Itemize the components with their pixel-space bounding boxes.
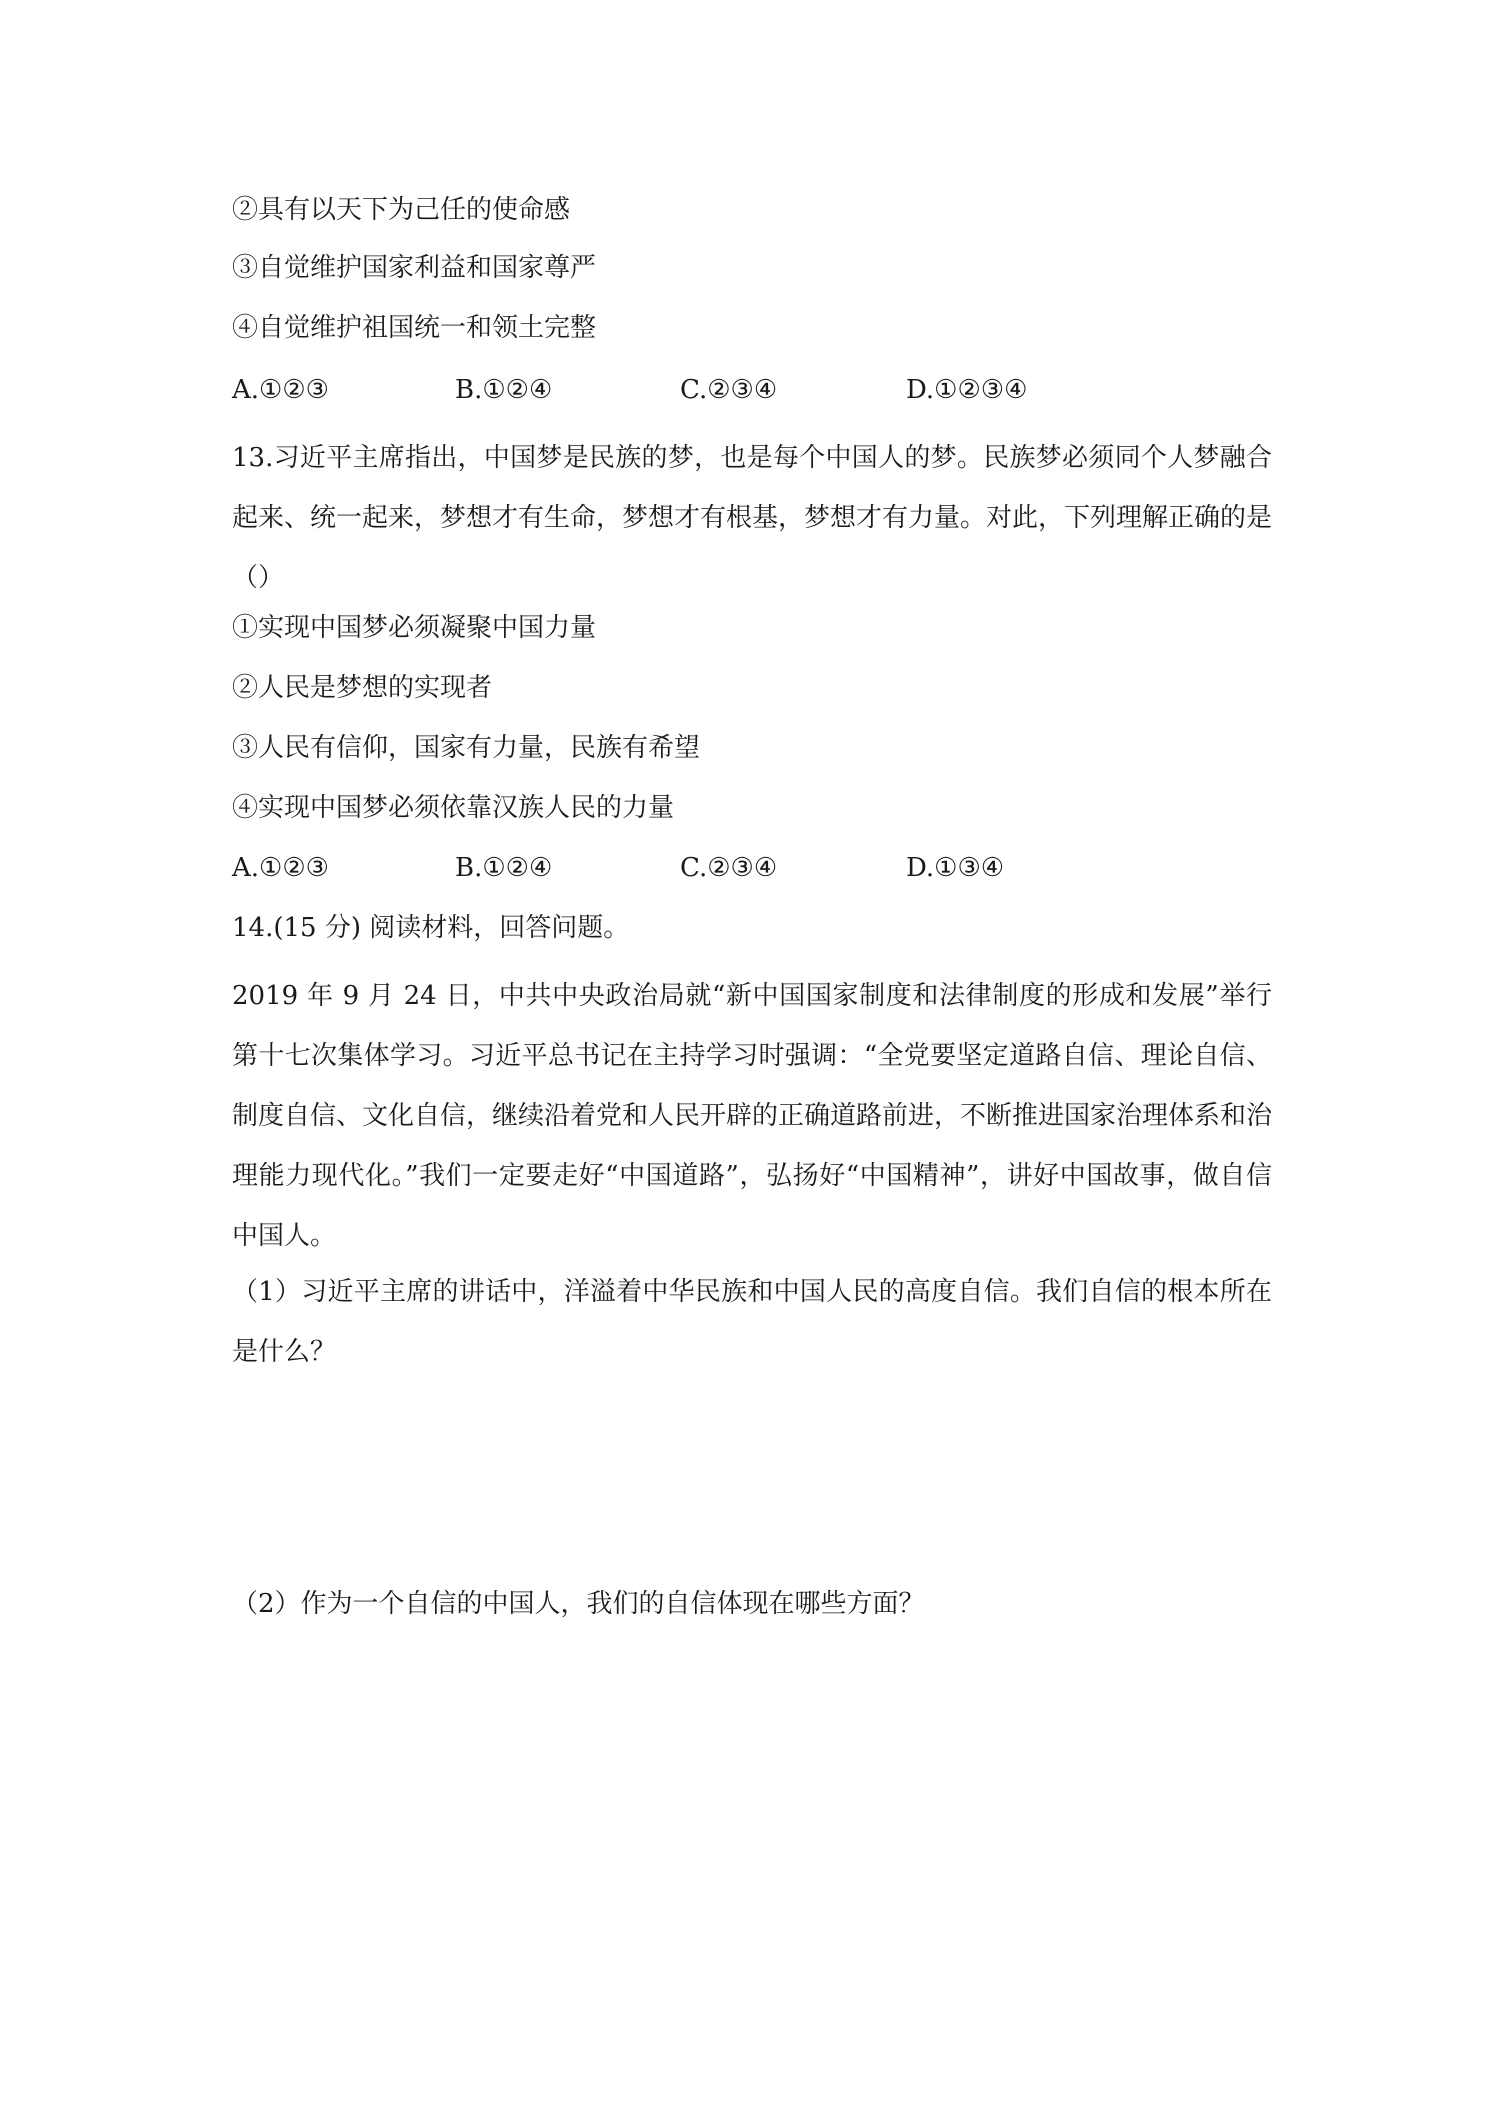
- q14-subquestion-1: （1）习近平主席的讲话中，洋溢着中华民族和中国人民的高度自信。我们自信的根本所在是什么？: [232, 1277, 1272, 1367]
- q13-item-2: ②人民是梦想的实现者: [232, 673, 493, 703]
- q14-material: 2019 年 9 月 24 日，中共中央政治局就“新中国国家制度和法律制度的形成和发展”举行第十七次集体学习。习近平总书记在主持学习时强调：“全党要坚定道路自信、理论自信、制度自信、文化自信，继续沿着党和人民开辟的正确道路前进，不断推进国家治理体系和治理能力现代化。”我们一定要走好“中国道路”，弘扬好“中国精神”，讲好中国故事，做自信中国人。: [232, 981, 1273, 1251]
- q13-item-4: ④实现中国梦必须依靠汉族人民的力量: [232, 793, 675, 823]
- q13-option-b: B.①②④: [455, 853, 553, 883]
- q14-subquestion-2: （2）作为一个自信的中国人，我们的自信体现在哪些方面？: [232, 1589, 925, 1619]
- q13-option-a: A.①②③: [232, 853, 329, 883]
- q12-item-2: ②具有以天下为己任的使命感: [232, 195, 571, 225]
- q12-item-4: ④自觉维护祖国统一和领土完整: [232, 313, 597, 343]
- q12-option-b: B.①②④: [455, 375, 553, 405]
- q14-heading: 14.(15 分) 阅读材料，回答问题。: [232, 913, 630, 943]
- q12-item-3: ③自觉维护国家利益和国家尊严: [232, 253, 597, 283]
- q13-item-1: ①实现中国梦必须凝聚中国力量: [232, 613, 597, 643]
- q13-option-d: D.①③④: [906, 853, 1005, 883]
- q12-option-a: A.①②③: [232, 375, 329, 405]
- q13-option-c: C.②③④: [680, 853, 778, 883]
- q13-item-3: ③人民有信仰，国家有力量，民族有希望: [232, 733, 701, 763]
- q13-stem: 13.习近平主席指出，中国梦是民族的梦，也是每个中国人的梦。民族梦必须同个人梦融合起来、统一起来，梦想才有生命，梦想才有根基，梦想才有力量。对此，下列理解正确的是（）: [232, 443, 1273, 593]
- q12-option-c: C.②③④: [680, 375, 778, 405]
- q12-option-d: D.①②③④: [906, 375, 1028, 405]
